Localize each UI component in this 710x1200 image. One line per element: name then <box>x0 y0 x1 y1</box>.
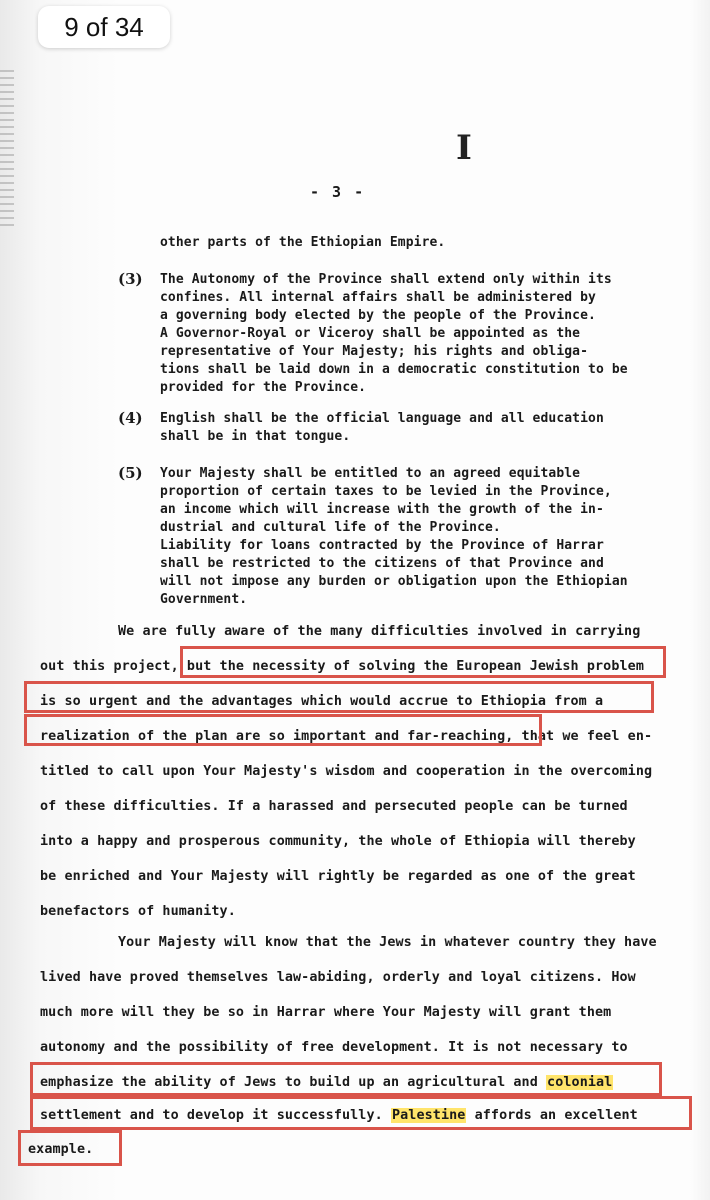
text-line: provided for the Province. <box>160 380 367 395</box>
text-line: of these difficulties. If a harassed and persecuted people can be turned <box>40 799 628 814</box>
text-line: much more will they be so in Harrar where Your Majesty will grant them <box>40 1005 612 1020</box>
text-line: English shall be the official language and all education <box>160 411 604 426</box>
list-marker: (5) <box>118 464 143 482</box>
page-counter: 9 of 34 <box>38 6 170 48</box>
text-line: is so urgent and the advantages which would accrue to Ethiopia from a <box>40 694 604 709</box>
text-line: titled to call upon Your Majesty's wisdom and cooperation in the overcoming <box>40 764 653 779</box>
margin-mark: I <box>456 128 472 168</box>
text-line: other parts of the Ethiopian Empire. <box>160 235 446 250</box>
text-line: autonomy and the possibility of free development. It is not necessary to <box>40 1040 628 1055</box>
text-line: representative of Your Majesty; his rights and obliga- <box>160 344 589 359</box>
text-line: realization of the plan are so important and far-reaching, that we feel en- <box>40 729 653 744</box>
highlight-box <box>18 1130 122 1166</box>
scan-edge-artifact <box>0 70 14 230</box>
list-marker: (4) <box>118 409 143 427</box>
highlighted-word: Palestine <box>391 1108 466 1123</box>
highlight-box <box>24 681 654 713</box>
text-segment: emphasize the ability of Jews to build up an agricultural and <box>40 1075 547 1090</box>
text-line: Government. <box>160 592 248 607</box>
text-line: Your Majesty will know that the Jews in whatever country they have <box>118 935 657 950</box>
text-line: A Governor-Royal or Viceroy shall be appointed as the <box>160 326 581 341</box>
highlight-box <box>30 1062 662 1096</box>
text-line: confines. All internal affairs shall be administered by <box>160 290 596 305</box>
text-line: will not impose any burden or obligation upon the Ethiopian <box>160 574 628 589</box>
highlight-box <box>30 1096 692 1130</box>
page-number: - 3 - <box>310 183 366 201</box>
text-line: tions shall be laid down in a democratic constitution to be <box>160 362 628 377</box>
text-line: The Autonomy of the Province shall extend only within its <box>160 272 612 287</box>
list-marker: (3) <box>118 270 143 288</box>
text-line: shall be restricted to the citizens of that Province and <box>160 556 604 571</box>
text-line: an income which will increase with the growth of the in- <box>160 502 604 517</box>
text-line: lived have proved themselves law-abiding, orderly and loyal citizens. How <box>40 970 636 985</box>
text-segment: affords an excellent <box>466 1108 638 1123</box>
text-line: example. <box>28 1142 94 1157</box>
text-line: a governing body elected by the people of the Province. <box>160 308 596 323</box>
text-line: into a happy and prosperous community, the whole of Ethiopia will thereby <box>40 834 636 849</box>
text-line: We are fully aware of the many difficulties involved in carrying <box>118 624 641 639</box>
text-line: benefactors of humanity. <box>40 904 236 919</box>
highlighted-word: colonial <box>547 1075 613 1090</box>
highlight-box <box>24 714 542 746</box>
text-line: Your Majesty shall be entitled to an agreed equitable <box>160 466 581 481</box>
highlight-box <box>180 646 666 678</box>
text-line: out this project, but the necessity of solving the European Jewish problem <box>40 659 644 674</box>
text-line: be enriched and Your Majesty will rightly be regarded as one of the great <box>40 869 636 884</box>
text-line: proportion of certain taxes to be levied in the Province, <box>160 484 612 499</box>
text-line: shall be in that tongue. <box>160 429 351 444</box>
text-line: dustrial and cultural life of the Province. <box>160 520 501 535</box>
text-segment: settlement and to develop it successfully. <box>40 1108 391 1123</box>
text-line: Liability for loans contracted by the Province of Harrar <box>160 538 604 553</box>
